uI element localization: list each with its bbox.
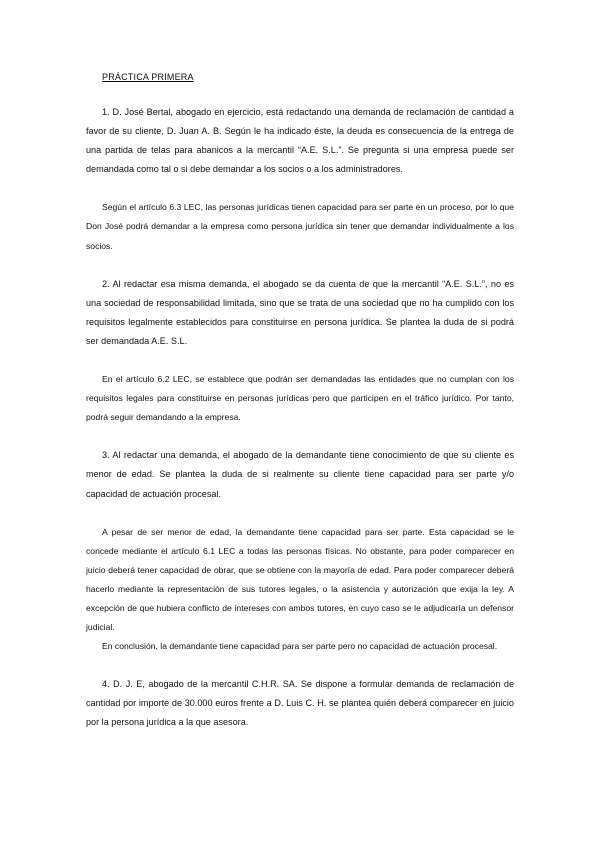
question-3: 3. Al redactar una demanda, el abogado de la demandante tiene conocimiento de que su cliente es menor de edad. Se plantea la duda de si realmente su cliente tiene capacidad para ser parte y/o capacidad de actuación procesal. bbox=[86, 450, 514, 499]
question-2: 2. Al redactar esa misma demanda, el abogado se da cuenta de que la mercantil “A.E. S.L.”, no es una sociedad de responsabilidad limitada, sino que se trata de una sociedad que no ha cumplido con los requisitos legalmente establecidos para constituirse en persona jurídica. Se plantea la duda de si podrá ser demandada A.E. S.L. bbox=[86, 278, 514, 346]
question-1: 1. D. José Bertal, abogado en ejercicio, está redactando una demanda de reclamación de cantidad a favor de su cliente, D. Juan A. B. Según le ha indicado éste, la deuda es consecuencia de la entrega de una partida de telas para abanicos a la mercantil “A.E. S.L.”. Se pregunta si una empresa puede ser demandada como tal o si debe demandar a los socios o a los administradores. bbox=[86, 107, 514, 175]
answer-2: En el artículo 6.2 LEC, se establece que podrán ser demandadas las entidades que no cumplan con los requisitos legales para constituirse en personas jurídicas pero que participen en el tráfico jurídico. Por tanto, podrá seguir demandando a la empresa. bbox=[86, 374, 514, 423]
document-page bbox=[86, 70, 514, 733]
spacer bbox=[86, 656, 514, 675]
spacer bbox=[86, 351, 514, 370]
spacer bbox=[86, 427, 514, 446]
answer-3: A pesar de ser menor de edad, la demandante tiene capacidad para ser parte. Esta capacidad se le concede mediante el artículo 6.1 LEC a todas las personas físicas. No obstante, para poder comparecer en juicio deberá tener capacidad de obrar, que se obtiene con la mayoría de edad. Para poder comparecer deberá hacerlo mediante la representación de sus tutores legales, o la asistencia y autorización que exija la ley. A excepción de que hubiera conflicto de intereses con ambos tutores, en cuyo caso se le adjudicaría un defensor judicial. bbox=[86, 526, 514, 633]
spacer bbox=[86, 504, 514, 523]
question-4: 4. D. J. E, abogado de la mercantil C.H.R. SA. Se dispone a formular demanda de reclamación de cantidad por importe de 30.000 euros frente a D. Luis C. H. se plantea quién deberá comparecer en juicio por la persona jurídica a la que asesora. bbox=[86, 679, 514, 728]
spacer bbox=[86, 179, 514, 198]
answer-1: Según el artículo 6.3 LEC, las personas jurídicas tienen capacidad para ser parte en un proceso, por lo que Don José podrá demandar a la empresa como persona jurídica sin tener que demandar individualmente a los socios. bbox=[86, 202, 514, 251]
document-title: PRÁCTICA PRIMERA bbox=[102, 72, 194, 82]
answer-3-conclusion: En conclusión, la demandante tiene capacidad para ser parte pero no capacidad de actuación procesal. bbox=[102, 641, 498, 652]
spacer bbox=[86, 256, 514, 275]
